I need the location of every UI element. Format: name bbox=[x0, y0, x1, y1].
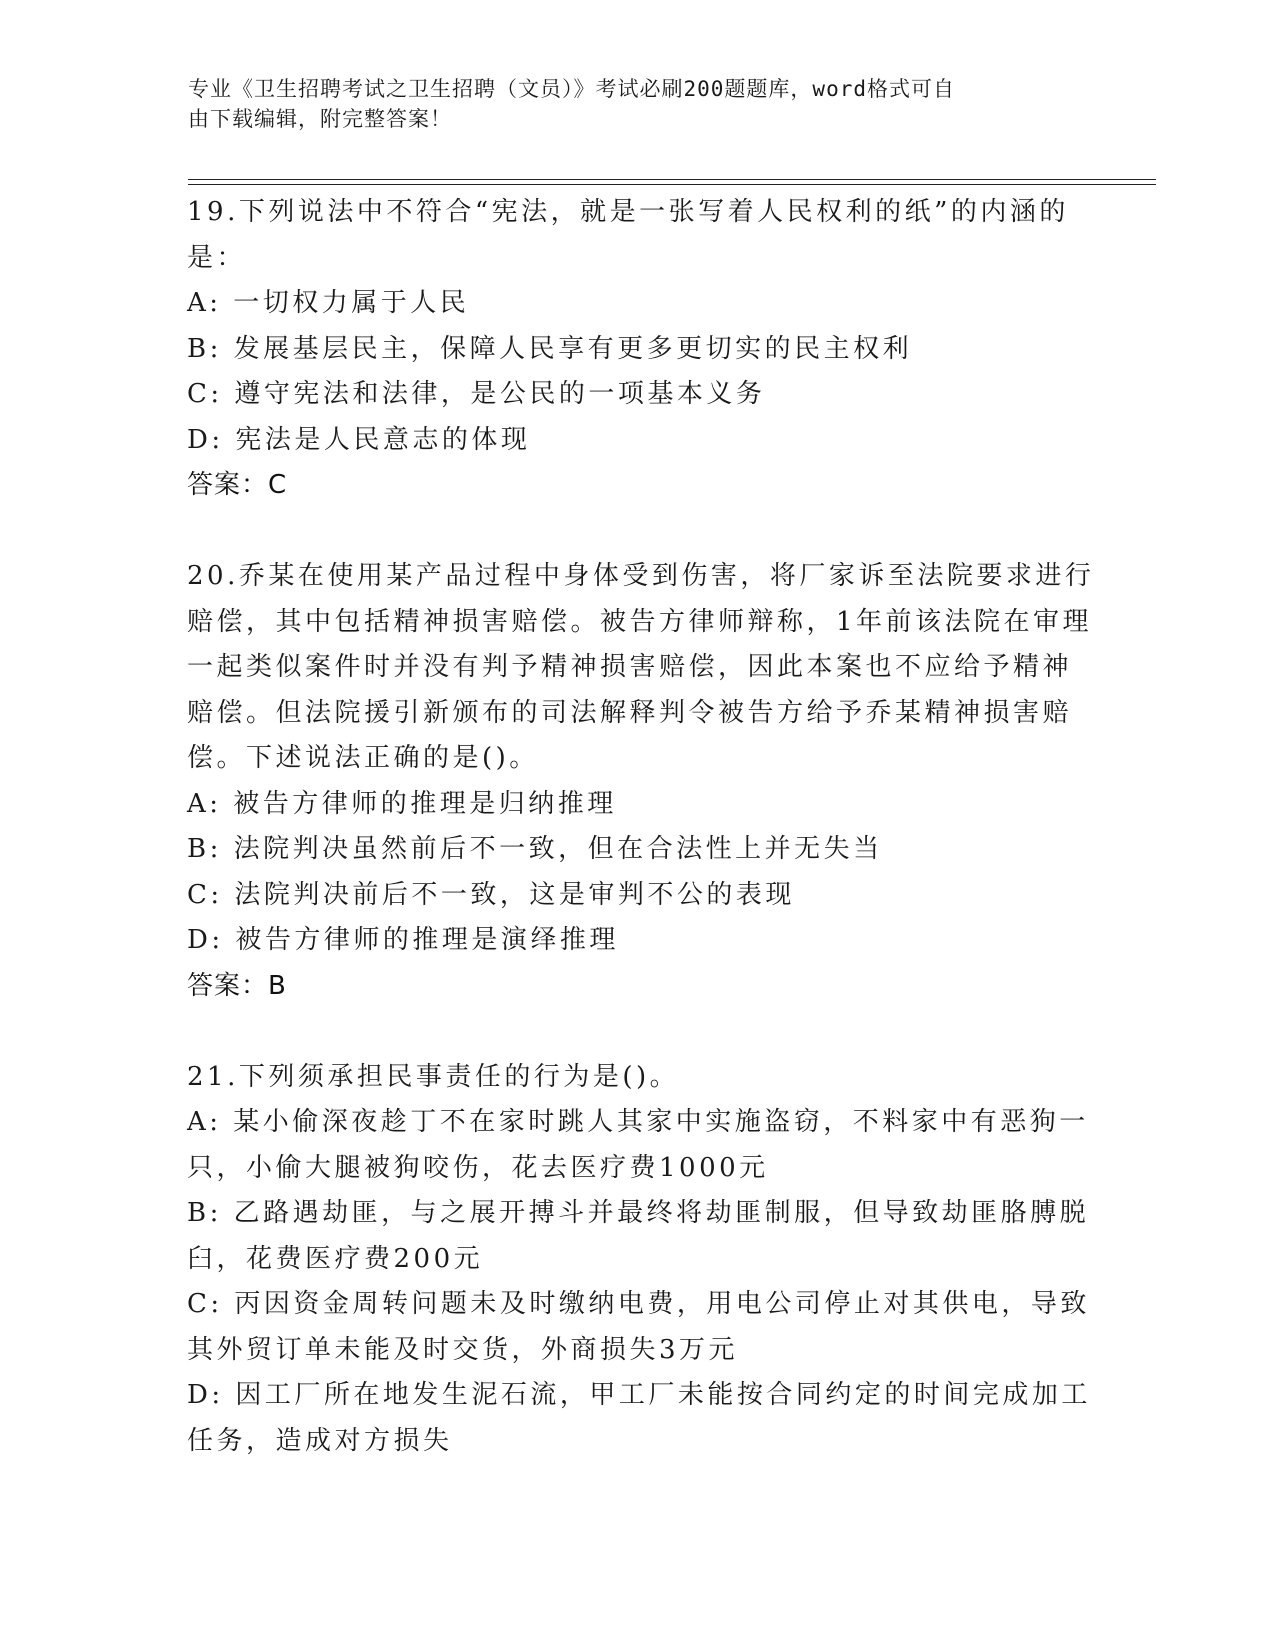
question-20 bbox=[187, 554, 1095, 1009]
option-d: D: 因工厂所在地发生泥石流，甲工厂未能按合同约定的时间完成加工 bbox=[187, 1380, 1091, 1410]
question-list bbox=[187, 190, 1095, 1464]
option-b: B: 法院判决虽然前后不一致，但在合法性上并无失当 bbox=[187, 834, 883, 864]
question-stem-line: 赔偿，其中包括精神损害赔偿。被告方律师辩称，1年前该法院在审理 bbox=[187, 606, 1093, 637]
question-stem-line: 偿。下述说法正确的是()。 bbox=[187, 743, 539, 773]
header-rule-bottom bbox=[188, 184, 1156, 185]
option-c: C: 丙因资金周转问题未及时缴纳电费，用电公司停止对其供电，导致 bbox=[187, 1289, 1090, 1319]
question-stem-line: 赔偿。但法院援引新颁布的司法解释判令被告方给予乔某精神损害赔 bbox=[187, 697, 1073, 728]
option-b-continued: 臼，花费医疗费200元 bbox=[187, 1243, 484, 1274]
question-stem-line: 20.乔某在使用某产品过程中身体受到伤害，将厂家诉至法院要求进行 bbox=[187, 561, 1095, 591]
option-c: C: 法院判决前后不一致，这是审判不公的表现 bbox=[187, 879, 795, 910]
question-21 bbox=[187, 1055, 1091, 1465]
answer-label: 答案：C bbox=[187, 470, 288, 500]
question-stem-line: 一起类似案件时并没有判予精神损害赔偿，因此本案也不应给予精神 bbox=[187, 652, 1073, 682]
question-stem-line: 19.下列说法中不符合“宪法，就是一张写着人民权利的纸”的内涵的 bbox=[187, 197, 1069, 227]
question-spacer bbox=[187, 509, 1087, 555]
header-line-2: 由下载编辑，附完整答案！ bbox=[188, 107, 452, 131]
option-a-continued: 只，小偷大腿被狗咬伤，花去医疗费1000元 bbox=[187, 1152, 769, 1183]
option-c: C: 遵守宪法和法律，是公民的一项基本义务 bbox=[187, 379, 766, 409]
option-a: A: 某小偷深夜趁丁不在家时跳人其家中实施盗窃，不料家中有恶狗一 bbox=[187, 1107, 1089, 1137]
option-b: B: 发展基层民主，保障人民享有更多更切实的民主权利 bbox=[187, 333, 913, 364]
option-b: B: 乙路遇劫匪，与之展开搏斗并最终将劫匪制服，但导致劫匪胳膊脱 bbox=[187, 1198, 1090, 1228]
option-c-continued: 其外贸订单未能及时交货，外商损失3万元 bbox=[187, 1334, 739, 1365]
header-line-1: 专业《卫生招聘考试之卫生招聘（文员）》考试必刷200题题库，word格式可自 bbox=[188, 77, 955, 101]
option-d: D: 被告方律师的推理是演绎推理 bbox=[187, 925, 619, 955]
question-19 bbox=[187, 190, 1087, 509]
page-header bbox=[188, 74, 1068, 134]
header-rule-top bbox=[188, 179, 1156, 180]
question-spacer bbox=[187, 1009, 1087, 1055]
question-stem-line: 21.下列须承担民事责任的行为是()。 bbox=[187, 1061, 680, 1092]
option-a: A: 一切权力属于人民 bbox=[187, 288, 470, 318]
option-a: A: 被告方律师的推理是归纳推理 bbox=[187, 788, 617, 819]
question-stem-line: 是： bbox=[187, 242, 247, 273]
option-d-continued: 任务，造成对方损失 bbox=[187, 1425, 453, 1456]
answer-label: 答案：B bbox=[187, 970, 287, 1001]
option-d: D: 宪法是人民意志的体现 bbox=[187, 424, 531, 455]
